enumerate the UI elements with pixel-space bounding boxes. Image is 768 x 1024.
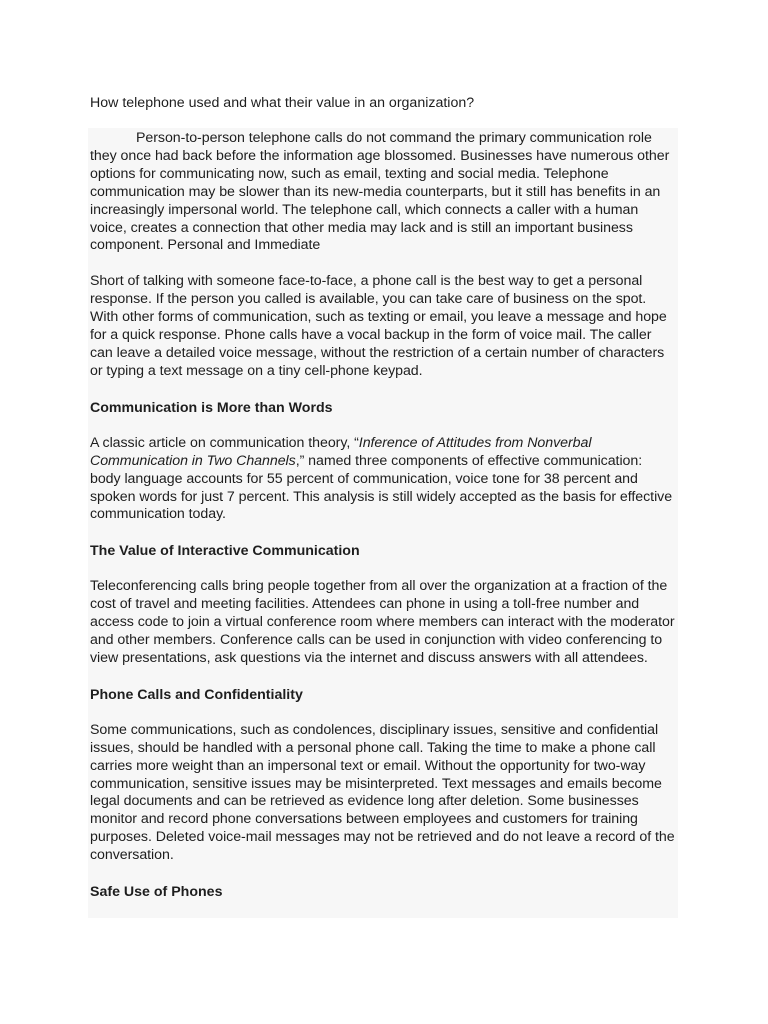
section-heading-communication: Communication is More than Words [90, 399, 333, 416]
intro-paragraph: Person-to-person telephone calls do not command the primary communication role they once had back before the information age blossomed. Businesses have numerous other options for communicating now, such as email, texting and social media. Telephone communication may be slower than its new-media counterparts, but it still has benefits in an increasingly impersonal world. The telephone call, which connects a caller with a human voice, creates a connection that other media may lack and is still an important business component. Personal and Immediate [90, 130, 670, 254]
section-heading-safe-use: Safe Use of Phones [90, 884, 223, 901]
document-title: How telephone used and what their value in an organization? [90, 95, 475, 111]
document-body [88, 128, 678, 918]
communication-paragraph [90, 435, 676, 525]
communication-text-after: ,” named three components of effective communication: body language accounts for 55 percent of communication, voice tone for 38 percent and spoken words for just 7 percent. This analysis is still widely accepted as the basis for effective communication today. [90, 452, 673, 523]
confidentiality-paragraph: Some communications, such as condolences, disciplinary issues, sensitive and confidential issues, should be handled with a personal phone call. Taking the time to make a phone call carries more weight than an impersonal text or email. Without the opportunity for two-way communication, sensitive issues may be misinterpreted. Text messages and emails become legal documents and can be retrieved as evidence long after deletion. Some businesses monitor and record phone conversations between employees and customers for training purposes. Deleted voice-mail messages may not be retrieved and do not leave a record of the conversation. [90, 721, 675, 864]
section-heading-interactive: The Value of Interactive Communication [90, 543, 360, 560]
section-heading-confidentiality: Phone Calls and Confidentiality [90, 686, 303, 703]
personal-paragraph: Short of talking with someone face-to-face, a phone call is the best way to get a personal response. If the person you called is available, you can take care of business on the spot. With other forms of communication, such as texting or email, you leave a message and hope for a quick response. Phone calls have a vocal backup in the form of voice mail. The caller can leave a detailed voice message, without the restriction of a certain number of characters or typing a text message on a tiny cell-phone keypad. [90, 273, 667, 379]
interactive-paragraph: Teleconferencing calls bring people together from all over the organization at a fraction of the cost of travel and meeting facilities. Attendees can phone in using a toll-free number and access code to join a virtual conference room where members can interact with the moderator and other members. Conference calls can be used in conjunction with video conferencing to view presentations, ask questions via the internet and discuss answers with all attendees. [90, 578, 675, 666]
article-title-italic: Inference of Attitudes from Nonverbal Communication in Two Channels [90, 434, 592, 469]
communication-text-before: A classic article on communication theory, “ [90, 434, 359, 451]
